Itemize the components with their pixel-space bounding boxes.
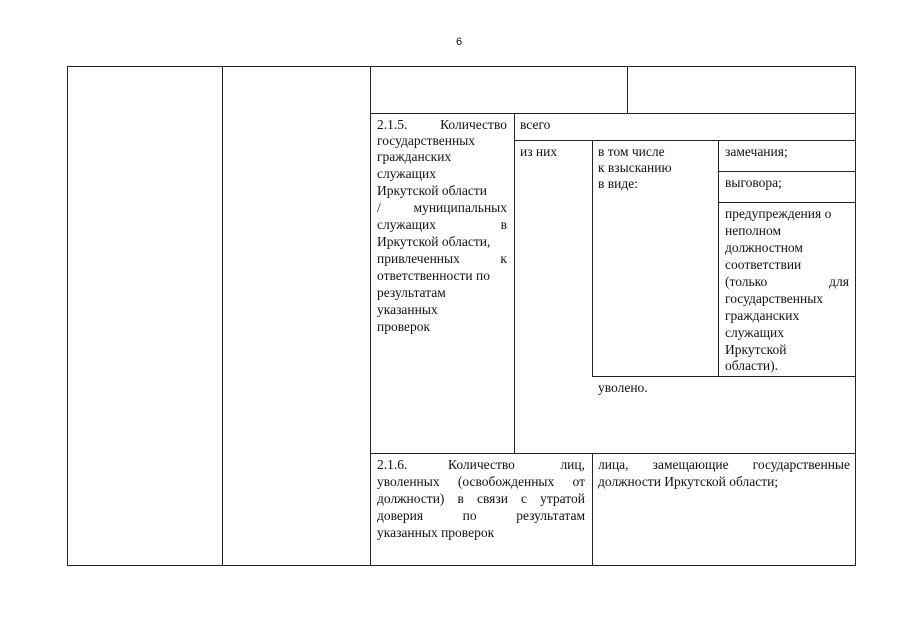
total-cell: всего — [520, 117, 551, 132]
label-line: служащих — [377, 166, 436, 181]
warning-line: соответствии — [725, 257, 802, 272]
column-divider-penalty — [718, 140, 719, 377]
dismissed-cell: уволено. — [598, 380, 648, 395]
table-right-border — [855, 66, 856, 566]
warning-line: неполном — [725, 223, 782, 238]
label-line: гражданских — [377, 149, 452, 164]
label-line: результатам — [377, 285, 446, 300]
of-them-cell: из них — [520, 144, 558, 159]
column-divider-2-1-6 — [592, 453, 593, 566]
label-line: привлеченных к — [377, 251, 507, 266]
warning-line: области). — [725, 358, 778, 373]
warning-line: Иркутской — [725, 342, 787, 357]
row-line-remark — [718, 171, 856, 172]
warning-line: должностном — [725, 240, 803, 255]
table-left-border — [67, 66, 68, 566]
penalty-line: в виде: — [598, 176, 638, 191]
row-line-warning — [592, 376, 856, 377]
penalty-line: к взысканию — [598, 160, 672, 175]
label-line: служащих в — [377, 217, 507, 232]
table-top-border — [67, 66, 856, 67]
row-2-1-5-number: 2.1.5. — [377, 117, 408, 132]
label-line: / муниципальных — [377, 200, 507, 215]
row-line-reprimand — [718, 202, 856, 203]
warning-line: служащих — [725, 325, 784, 340]
row-2-1-5-first-word: Количество — [440, 117, 507, 132]
label-line: указанных проверок — [377, 525, 495, 540]
label-line: проверок — [377, 319, 431, 334]
remark-cell: замечания; — [725, 144, 788, 159]
row-line-total — [514, 140, 856, 141]
reprimand-cell: выговора; — [725, 175, 782, 190]
row-2-1-6-number: 2.1.6. — [377, 457, 408, 472]
label-line: Иркутской области — [377, 183, 488, 198]
warning-line: (только для — [725, 274, 849, 289]
label-line: государственных — [377, 133, 476, 148]
column-divider-label — [514, 113, 515, 454]
label-line: указанных — [377, 302, 438, 317]
warning-line: гражданских — [725, 308, 800, 323]
page-number: 6 — [455, 36, 463, 48]
label-line: доверия по результатам — [377, 508, 585, 523]
column-divider-2 — [370, 66, 371, 566]
label-line: Количество лиц, — [448, 457, 585, 472]
table-bottom-border — [67, 565, 856, 566]
column-divider-of-them — [592, 140, 593, 377]
row-line-2-1-6 — [370, 453, 856, 454]
column-divider-1 — [222, 66, 223, 566]
top-row-divider — [627, 66, 628, 114]
row-line-top — [370, 113, 856, 114]
label-line: ответственности по — [377, 268, 491, 283]
penalty-line: в том числе — [598, 144, 665, 159]
persons-line: должности Иркутской области; — [598, 474, 779, 489]
label-line: уволенных (освобожденных от — [377, 474, 585, 489]
warning-line: государственных — [725, 291, 824, 306]
label-line: должности) в связи с утратой — [377, 491, 585, 506]
label-line: Иркутской области, — [377, 234, 491, 249]
warning-line: предупреждения о — [725, 206, 832, 221]
persons-line: лица, замещающие государственные — [598, 457, 850, 472]
